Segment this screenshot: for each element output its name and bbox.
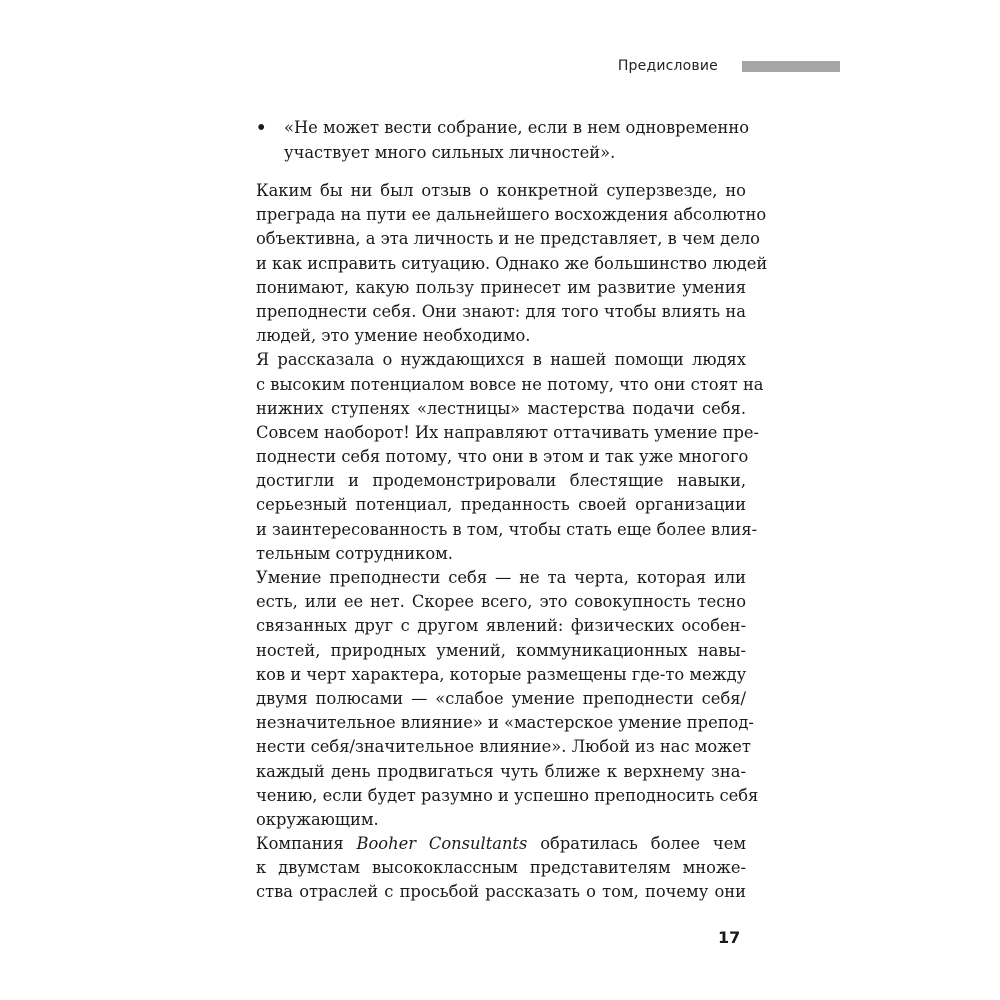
- text-line: и как исправить ситуацию. Однако же большинство людей: [256, 253, 768, 273]
- running-head: [560, 58, 840, 78]
- text-line: ностей, природных умений, коммуникационных навы-: [256, 640, 746, 660]
- running-title: Предисловие: [617, 58, 718, 74]
- text-line: нижних ступенях «лестницы» мастерства подачи себя.: [256, 398, 746, 418]
- text-line: с высоким потенциалом вовсе не потому, что они стоят на: [256, 374, 764, 394]
- text-line: Совсем наоборот! Их направляют оттачивать умение пре-: [256, 422, 760, 442]
- body-text: [256, 179, 768, 905]
- text-line: есть, или ее нет. Скорее всего, это совокупность тесно: [256, 592, 746, 612]
- bullet-list-item: [256, 116, 756, 166]
- bullet-line: «Не может вести собрание, если в нем одновременно: [284, 118, 750, 137]
- text-line: связанных друг с другом явлений: физических особен-: [256, 616, 746, 636]
- text-fragment: обратилась более чем: [527, 834, 746, 854]
- text-line: Каким бы ни был отзыв о конкретной суперзвезде, но: [256, 181, 746, 200]
- page-number: 17: [718, 928, 741, 947]
- text-line: достигли и продемонстрировали блестящие навыки,: [256, 471, 746, 491]
- text-line: [256, 832, 746, 856]
- text-line: поднести себя потому, что они в этом и так уже многого: [256, 447, 749, 467]
- text-line: к двумстам высококлассным представителям множе-: [256, 858, 746, 878]
- bullet-marker: •: [256, 118, 267, 137]
- text-line: незначительное влияние» и «мастерское умение препод-: [256, 713, 754, 733]
- text-line: ков и черт характера, которые размещены где-то между: [256, 664, 747, 684]
- text-line: серьезный потенциал, преданность своей организации: [256, 495, 746, 515]
- text-line: преграда на пути ее дальнейшего восхождения абсолютно: [256, 205, 767, 225]
- text-line: Я рассказала о нуждающихся в нашей помощи людях: [256, 350, 746, 370]
- text-line: преподнести себя. Они знают: для того чтобы влиять на: [256, 301, 746, 321]
- text-line: тельным сотрудником.: [256, 543, 453, 563]
- text-line: Умение преподнести себя — не та черта, которая или: [256, 568, 746, 587]
- text-line: людей, это умение необходимо.: [256, 326, 531, 346]
- text-line: окружающим.: [256, 809, 379, 829]
- running-head-bar: [742, 61, 840, 72]
- company-name: Booher Consultants: [356, 834, 528, 854]
- text-line: понимают, какую пользу принесет им развитие умения: [256, 277, 746, 297]
- text-line: нести себя/значительное влияние». Любой из нас может: [256, 737, 751, 757]
- text-line: чению, если будет разумно и успешно преподносить себя: [256, 785, 759, 805]
- text-line: ства отраслей с просьбой рассказать о том, почему они: [256, 882, 746, 902]
- text-fragment: Компания: [256, 834, 357, 854]
- bullet-line: участвует много сильных личностей».: [284, 142, 616, 162]
- text-line: каждый день продвигаться чуть ближе к верхнему зна-: [256, 761, 746, 781]
- text-line: объективна, а эта личность и не представляет, в чем дело: [256, 229, 760, 249]
- text-line: и заинтересованность в том, чтобы стать еще более влия-: [256, 519, 758, 539]
- text-line: двумя полюсами — «слабое умение преподнести себя/: [256, 688, 746, 708]
